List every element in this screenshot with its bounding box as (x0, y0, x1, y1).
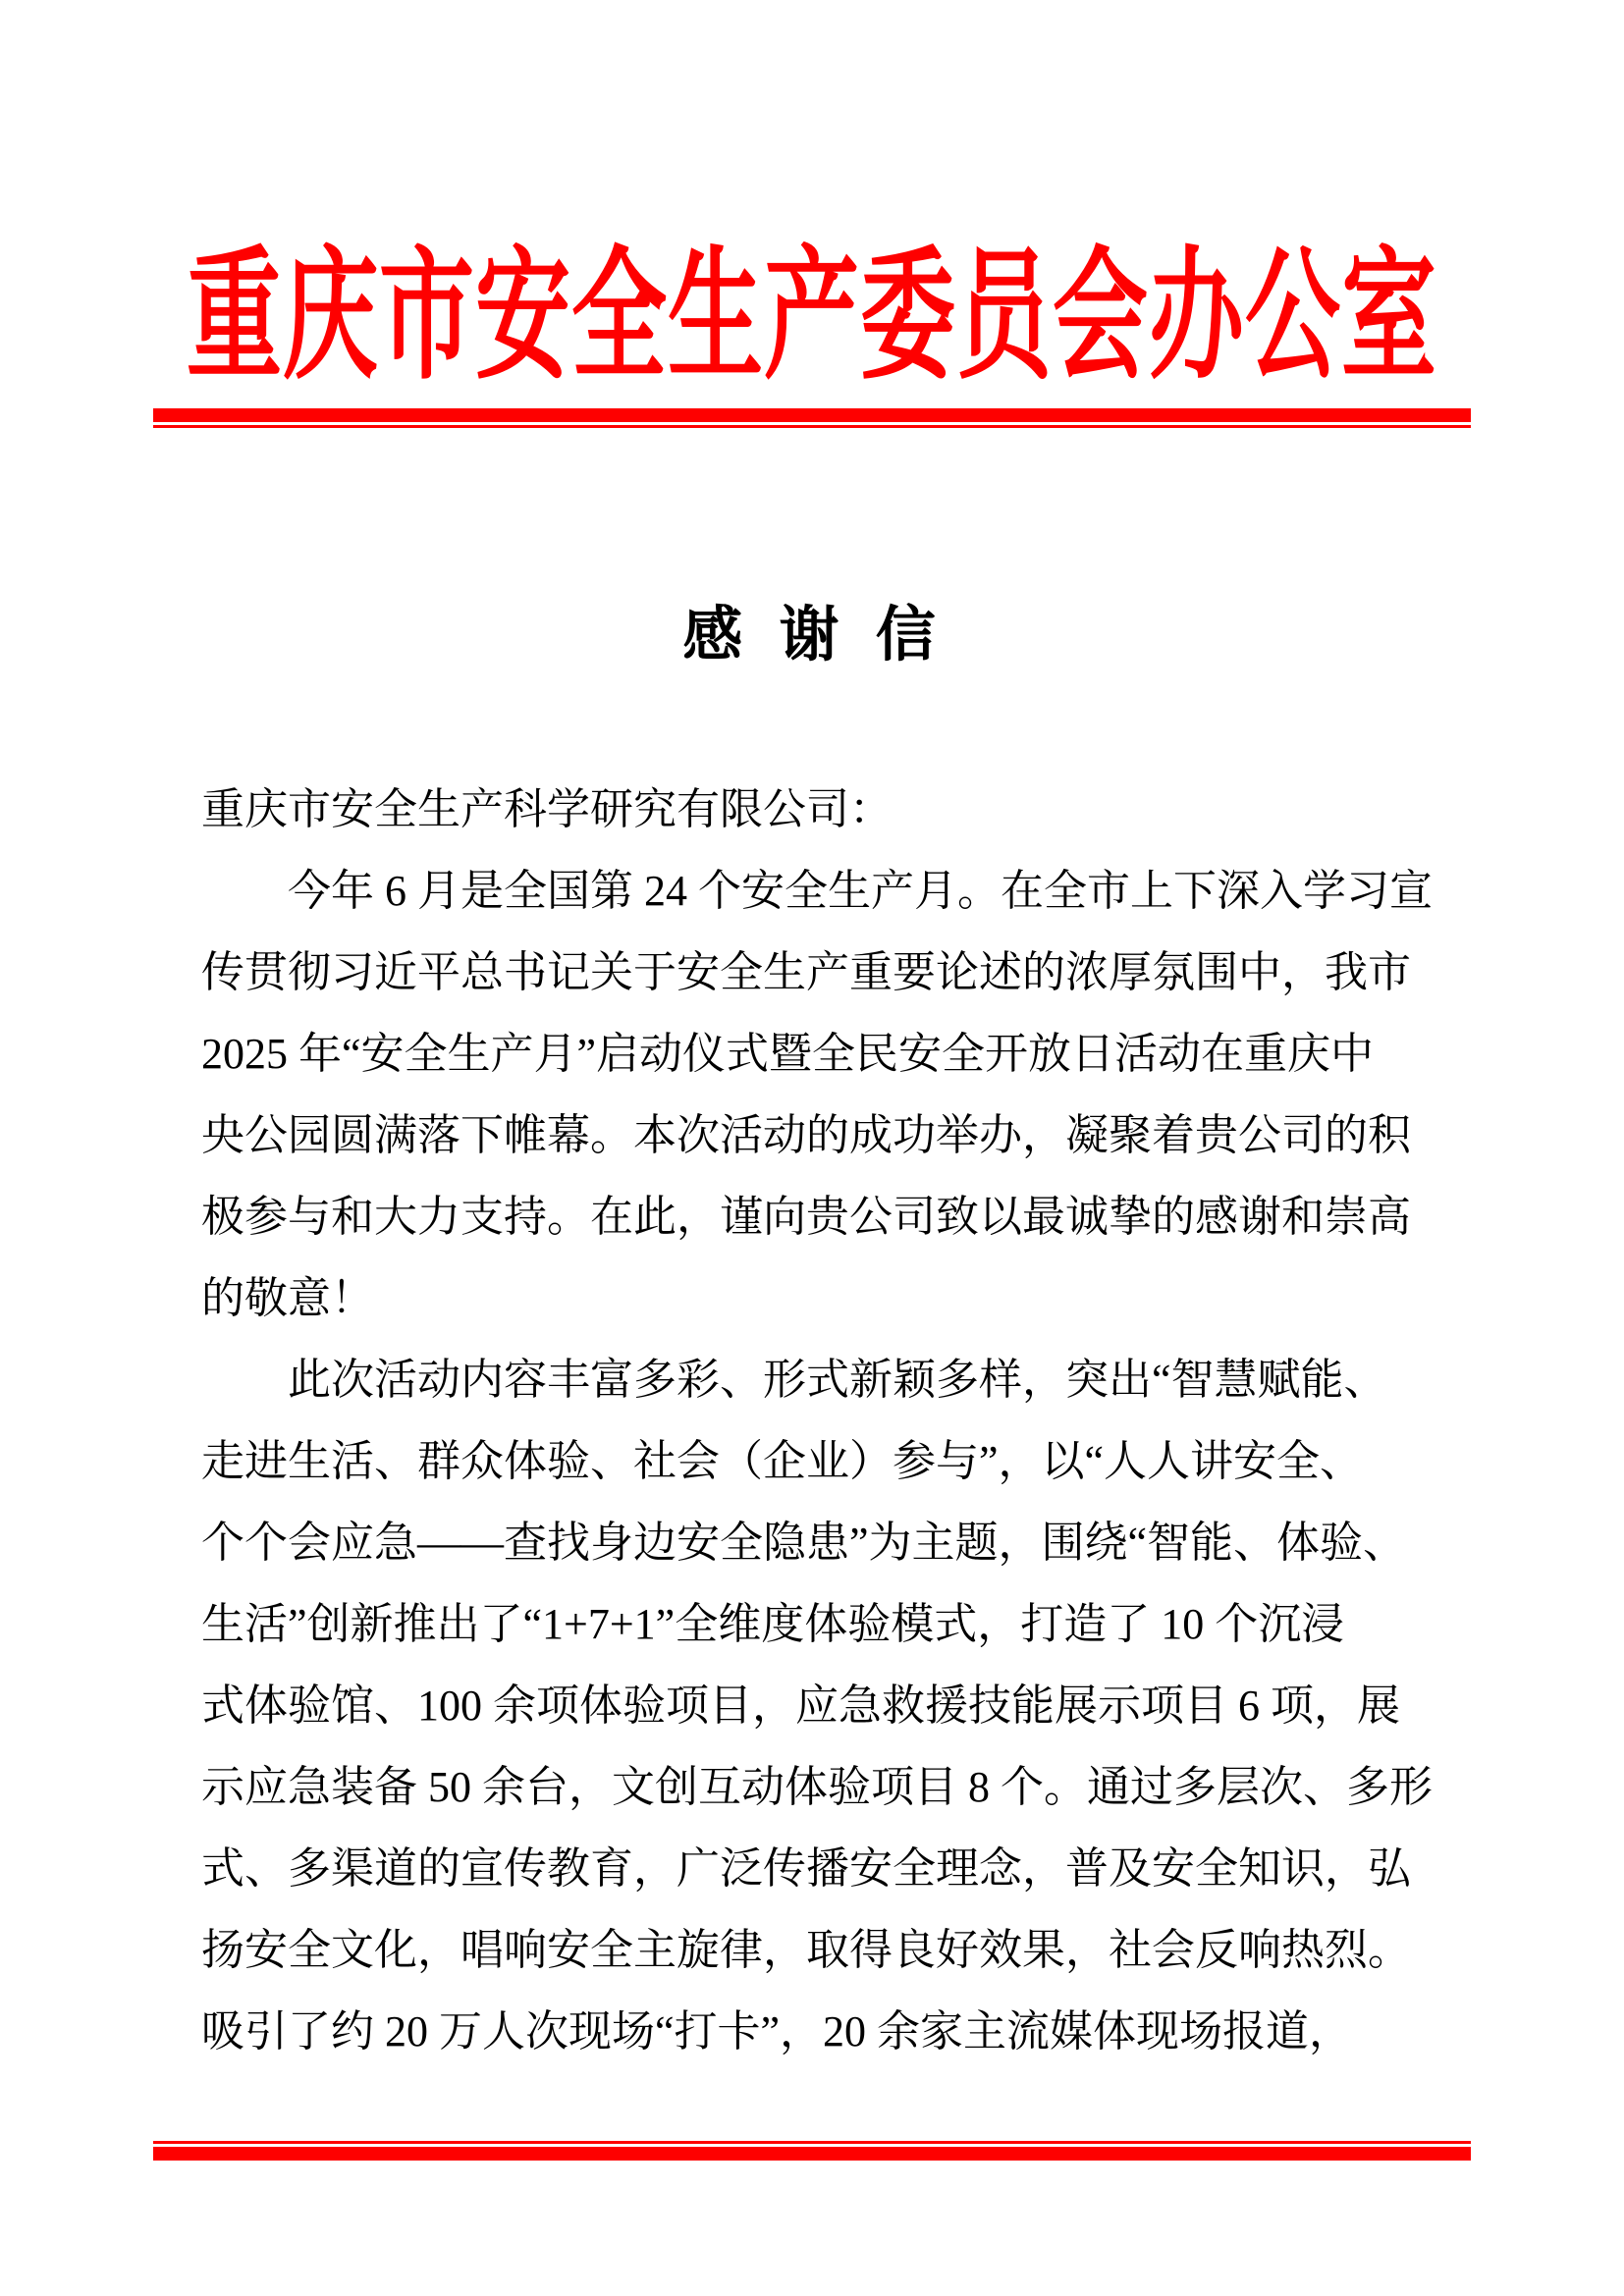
org-header-text: 重庆市安全生产委员会办公室 (187, 239, 1437, 397)
letter-body (201, 769, 1433, 2072)
body-line: 2025 年“安全生产月”启动仪式暨全民安全开放日活动在重庆中 (201, 1030, 1375, 1078)
body-line: 走进生活、群众体验、社会（企业）参与”，以“人人讲安全、 (201, 1437, 1364, 1485)
org-header (0, 221, 1624, 397)
red-separator-bottom (153, 2141, 1471, 2161)
salutation-line: 重庆市安全生产科学研究有限公司： (201, 785, 893, 833)
body-line: 吸引了约 20 万人次现场“打卡”，20 余家主流媒体现场报道， (201, 2007, 1353, 2056)
red-rule-thick (153, 2147, 1471, 2161)
body-line: 示应急装备 50 余台，文创互动体验项目 8 个。通过多层次、多形 (201, 1763, 1433, 1811)
body-line: 个个会应急——查找身边安全隐患”为主题，围绕“智能、体验、 (201, 1519, 1407, 1567)
body-line: 式、多渠道的宣传教育，广泛传播安全理念，普及安全知识，弘 (201, 1844, 1411, 1893)
body-line: 极参与和大力支持。在此，谨向贵公司致以最诚挚的感谢和崇高 (201, 1193, 1411, 1241)
letter-title: 感 谢 信 (682, 603, 942, 668)
red-rule-thick (153, 408, 1471, 422)
body-line: 扬安全文化，唱响安全主旋律，取得良好效果，社会反响热烈。 (201, 1926, 1411, 1974)
body-line: 传贯彻习近平总书记关于安全生产重要论述的浓厚氛围中，我市 (201, 948, 1411, 996)
body-line: 央公园圆满落下帷幕。本次活动的成功举办，凝聚着贵公司的积 (201, 1111, 1411, 1159)
body-line: 式体验馆、100 余项体验项目，应急救援技能展示项目 6 项，展 (201, 1682, 1400, 1730)
red-separator-top (153, 408, 1471, 428)
body-line: 今年 6 月是全国第 24 个安全生产月。在全市上下深入学习宣 (288, 867, 1433, 915)
body-line: 生活”创新推出了“1+7+1”全维度体验模式，打造了 10 个沉浸 (201, 1600, 1345, 1648)
red-rule-thin (153, 425, 1471, 428)
body-line: 的敬意！ (201, 1274, 374, 1322)
body-line: 此次活动内容丰富多彩、形式新颖多样，突出“智慧赋能、 (288, 1356, 1387, 1404)
